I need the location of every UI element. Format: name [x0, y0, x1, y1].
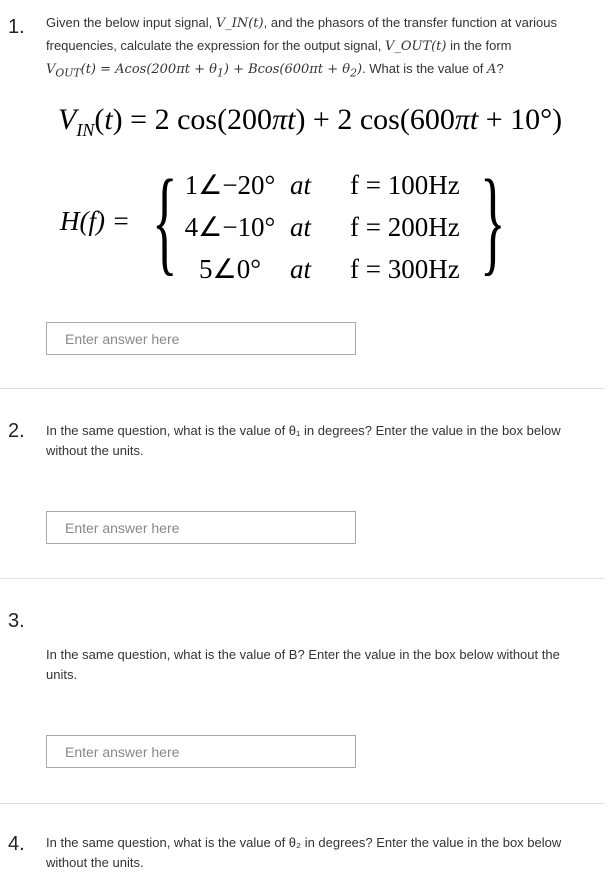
answer-input-3[interactable] — [46, 735, 356, 768]
question-2-text: In the same question, what is the value of θ₁ in degrees? Enter the value in the box below without the units. — [46, 423, 561, 458]
question-number: 2. — [8, 420, 25, 442]
answer-input-2[interactable] — [46, 511, 356, 544]
vin-symbol: V_IN(t) — [215, 16, 264, 31]
at: at — [290, 212, 312, 242]
text: Given the below input signal, — [46, 15, 216, 30]
question-4-text: In the same question, what is the value of θ₂ in degrees? Enter the value in the box below without the units. — [46, 835, 562, 870]
vout-symbol: V_OUT(t) — [384, 39, 447, 54]
hf-lhs: H(f) = — [60, 206, 130, 236]
hf-row — [170, 170, 460, 210]
phasor: 4∠−10° — [184, 212, 276, 242]
vin-equation: $V_{IN}(t) = 2$ cos(200πt) + 2 cos(600πt + 10°) — [58, 103, 563, 140]
question-1-text — [46, 12, 586, 85]
text: in the form — [446, 38, 512, 53]
freq: f = 100Hz — [350, 170, 460, 200]
a-symbol: A — [487, 62, 497, 77]
freq: f = 300Hz — [350, 254, 460, 284]
phasor: 5∠0° — [198, 254, 261, 284]
divider — [0, 578, 605, 579]
right-brace: } — [480, 155, 506, 286]
divider — [0, 803, 605, 804]
answer-input-1[interactable] — [46, 322, 356, 355]
at: at — [290, 170, 312, 200]
at: at — [290, 254, 312, 284]
text: ? — [496, 61, 504, 76]
question-3-text: In the same question, what is the value of B? Enter the value in the box below without the units. — [46, 647, 560, 682]
question-number: 4. — [8, 833, 25, 855]
divider — [0, 388, 605, 389]
question-number: 1. — [8, 16, 25, 38]
hf-row — [170, 254, 460, 294]
left-brace: { — [152, 155, 178, 286]
hf-row — [170, 212, 460, 252]
text: . What is the value of — [362, 61, 488, 76]
text: , and the phasors of the transfer function at various frequencies, calculate the expression for the output signal, — [46, 15, 558, 53]
vout-form: $V_{OUT}(t) = Acos(200\pi t + \theta_1) + Bcos(600\pi t + \theta_2)$ — [46, 62, 363, 80]
freq: f = 200Hz — [350, 212, 460, 242]
phasor: 1∠−20° — [184, 170, 276, 200]
question-number: 3. — [8, 610, 25, 632]
